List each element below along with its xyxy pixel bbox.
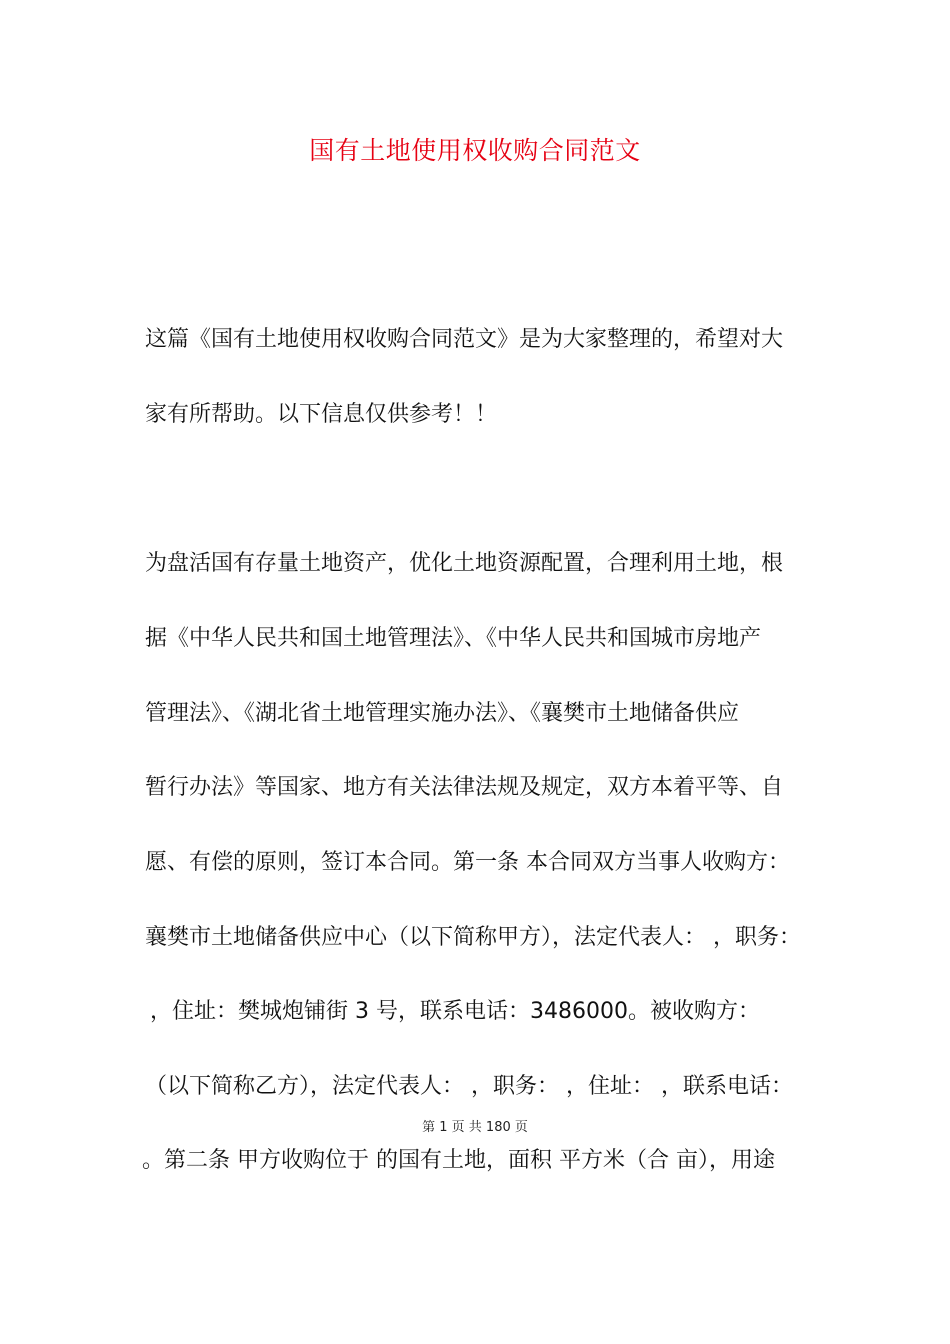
document-title: 国有土地使用权收购合同范文 <box>309 136 641 165</box>
intro-line-2: 家有所帮助。以下信息仅供参考！！ <box>145 402 498 427</box>
page-footer: 第 1 页 共 180 页 <box>422 1120 528 1135</box>
body-line-1: 为盘活国有存量土地资产，优化土地资源配置，合理利用土地，根 <box>145 551 784 576</box>
intro-line-1: 这篇《国有土地使用权收购合同范文》是为大家整理的，希望对大 <box>145 327 784 352</box>
body-line-6: 襄樊市土地储备供应中心（以下简称甲方），法定代表人： ，职务： <box>145 925 801 950</box>
body-line-8: （以下简称乙方），法定代表人： ，职务： ，住址： ，联系电话： <box>145 1074 793 1099</box>
body-line-5: 愿、有偿的原则，签订本合同。第一条 本合同双方当事人收购方： <box>145 850 790 875</box>
body-line-4: 暂行办法》等国家、地方有关法律法规及规定，双方本着平等、自 <box>145 775 784 800</box>
body-line-7: ，住址：樊城炮铺街 3 号，联系电话：3486000。被收购方： <box>150 999 760 1024</box>
body-line-3: 管理法》、《湖北省土地管理实施办法》、《襄樊市土地储备供应 <box>145 701 740 726</box>
body-line-9: 。第二条 甲方收购位于 的国有土地，面积 平方米（合 亩），用途 <box>142 1148 775 1173</box>
body-line-2: 据《中华人民共和国土地管理法》、《中华人民共和国城市房地产 <box>145 626 762 651</box>
